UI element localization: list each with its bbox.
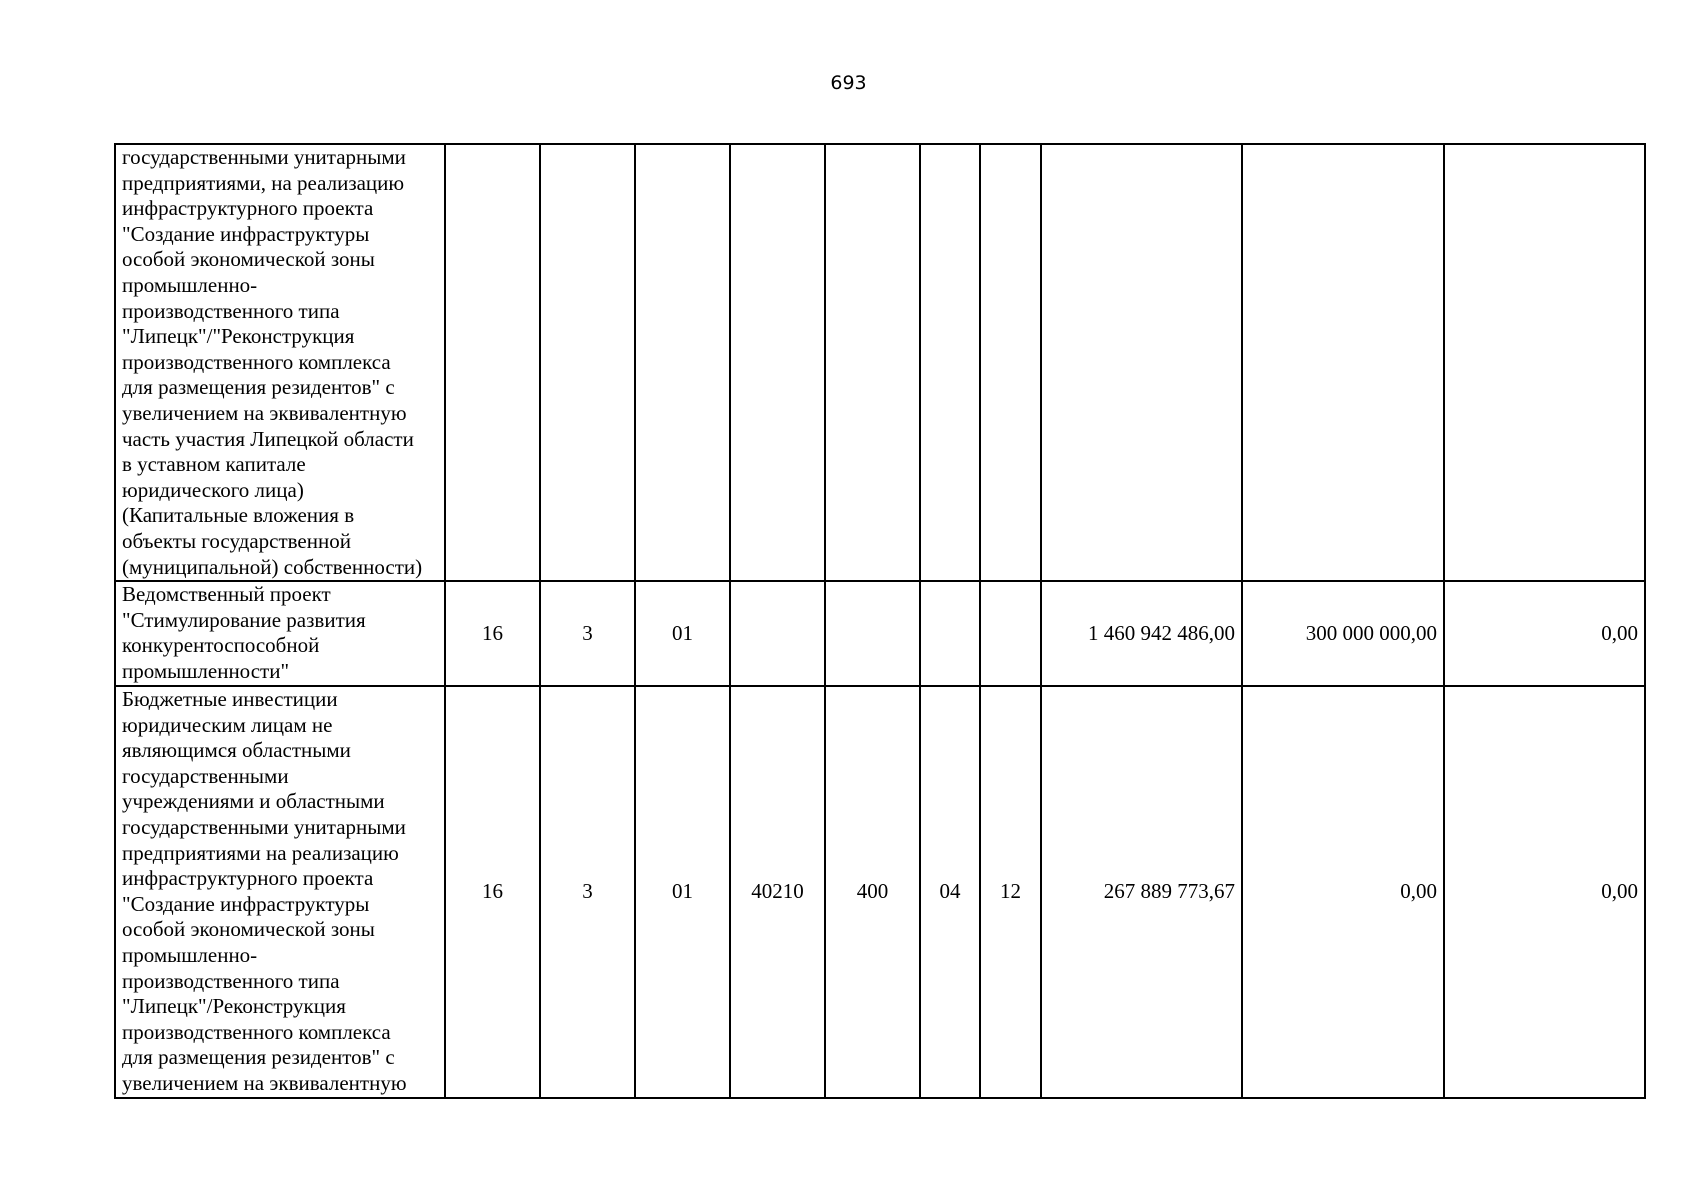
cell-amount-1: 267 889 773,67	[1041, 686, 1242, 1098]
cell-code-6	[920, 581, 980, 686]
cell-amount-2: 300 000 000,00	[1242, 581, 1444, 686]
cell-amount-1: 1 460 942 486,00	[1041, 581, 1242, 686]
cell-code-6	[920, 144, 980, 581]
cell-code-3	[635, 144, 730, 581]
cell-code-5: 400	[825, 686, 920, 1098]
cell-amount-2	[1242, 144, 1444, 581]
budget-table	[114, 143, 1646, 1099]
cell-code-4	[730, 144, 825, 581]
page-number: 693	[830, 72, 867, 94]
cell-code-5	[825, 581, 920, 686]
row-description: государственными унитарными предприятиями, на реализацию инфраструктурного проекта "Создание инфраструктуры особой экономической зоны промышленно- производственного типа "Липецк"/"Реконструкция производственного комплекса для размещения резидентов" с увеличением на эквивалентную часть участия Липецкой области в уставном капитале юридического лица) (Капитальные вложения в объекты государственной (муниципальной) собственности)	[115, 144, 445, 581]
cell-code-3: 01	[635, 686, 730, 1098]
cell-amount-3	[1444, 144, 1645, 581]
cell-code-7	[980, 581, 1041, 686]
cell-code-1: 16	[445, 686, 540, 1098]
cell-code-7	[980, 144, 1041, 581]
cell-code-4: 40210	[730, 686, 825, 1098]
cell-code-6: 04	[920, 686, 980, 1098]
table-row	[115, 686, 1645, 1098]
table-row	[115, 144, 1645, 581]
cell-code-3: 01	[635, 581, 730, 686]
row-description: Ведомственный проект "Стимулирование развития конкурентоспособной промышленности"	[115, 581, 445, 686]
cell-code-2	[540, 144, 635, 581]
cell-code-1: 16	[445, 581, 540, 686]
cell-code-2: 3	[540, 686, 635, 1098]
cell-code-2: 3	[540, 581, 635, 686]
cell-amount-3: 0,00	[1444, 581, 1645, 686]
cell-code-5	[825, 144, 920, 581]
cell-code-7: 12	[980, 686, 1041, 1098]
row-description: Бюджетные инвестиции юридическим лицам не являющимся областными государственными учреждениями и областными государственными унитарными предприятиями на реализацию инфраструктурного проекта "Создание инфраструктуры особой экономической зоны промышленно- производственного типа "Липецк"/Реконструкция производственного комплекса для размещения резидентов" с увеличением на эквивалентную	[115, 686, 445, 1098]
cell-amount-3: 0,00	[1444, 686, 1645, 1098]
cell-amount-1	[1041, 144, 1242, 581]
table-row	[115, 581, 1645, 686]
cell-code-4	[730, 581, 825, 686]
cell-code-1	[445, 144, 540, 581]
cell-amount-2: 0,00	[1242, 686, 1444, 1098]
